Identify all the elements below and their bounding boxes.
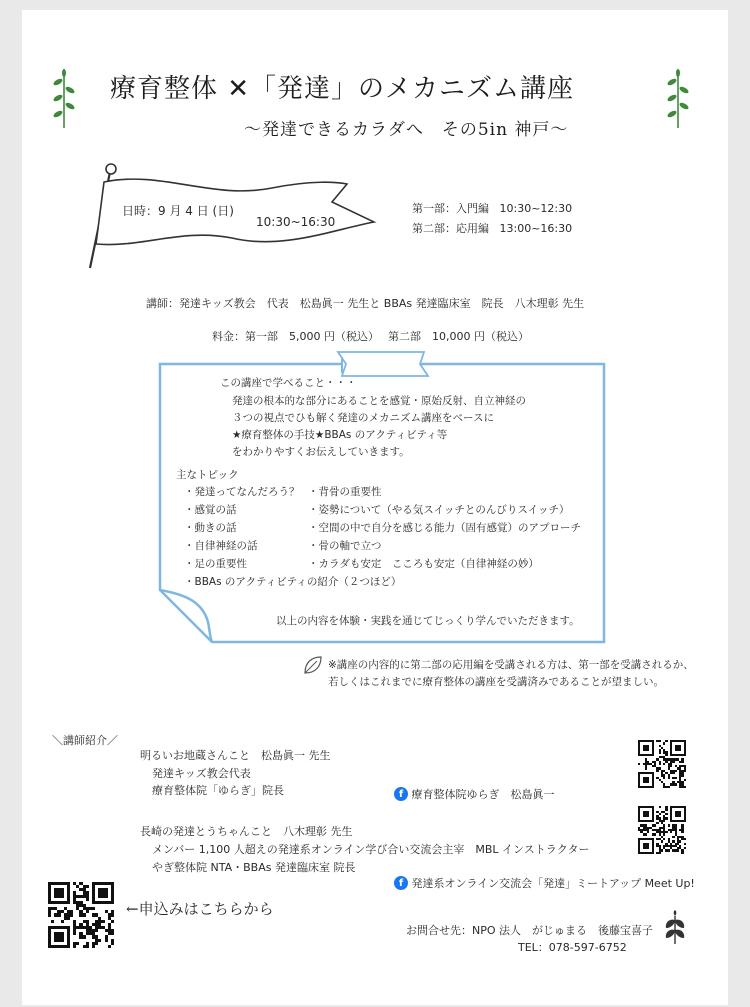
laurel-left-icon [52, 68, 76, 130]
learn-line: 発達の根本的な部分にあることを感覚・原始反射、自立神経の [232, 395, 526, 407]
topic-item: ・動きの話 [184, 522, 237, 534]
topics-closing: 以上の内容を体験・実践を通じてじっくり学んでいただきます。 [276, 615, 580, 627]
leaf-icon [302, 654, 324, 676]
session-2 [412, 220, 572, 236]
session-1-label: 第一部：入門編 [412, 202, 489, 215]
learn-line: ★療育整体の手技★BBAs のアクティビティ等 [232, 429, 448, 441]
topic-item: ・感覚の話 [184, 504, 237, 516]
facebook-icon: f [394, 787, 408, 801]
fb-link-1-label: 療育整体院ゆらぎ 松島眞一 [411, 788, 555, 801]
slash-icon: ／ [107, 734, 118, 747]
fee-line: 料金：第一部 5,000 円（税込） 第二部 10,000 円（税込） [212, 330, 529, 343]
learn-line: ３つの視点でひも解く発達のメカニズム講座をベースに [232, 412, 494, 424]
topic-item: ・発達ってなんだろう？ [184, 486, 300, 498]
apply-link[interactable]: ←申込みはこちらから [126, 900, 274, 918]
fb-link-2-label: 発達系オンライン交流会「発達」ミートアップ Meet Up! [411, 877, 695, 890]
intro-label [52, 732, 118, 748]
topic-item: ・骨の軸で立つ [308, 540, 382, 552]
event-date: 日時：9 月 4 日 (日) [122, 204, 234, 218]
learn-heading: この講座で学べること・・・ [220, 377, 357, 389]
person1-detail: 発達キッズ教会代表 [152, 767, 251, 780]
learn-line: をわかりやすくお伝えしていきます。 [232, 446, 410, 458]
topic-item: ・空間の中で自分を感じる能力（固有感覚）のアプローチ [308, 522, 581, 534]
slash-icon: ＼ [52, 734, 63, 747]
qr-code-icon[interactable] [48, 882, 114, 948]
note-line: 若しくはこれまでに療育整体の講座を受講済みであることが望ましい。 [328, 676, 664, 688]
fb-link-1[interactable] [394, 786, 555, 802]
person1-name: 明るいお地蔵さんこと 松島眞一 先生 [140, 749, 331, 762]
event-time: 10:30~16:30 [256, 215, 336, 229]
page-title: 療育整体 ✕「発達」のメカニズム講座 [110, 74, 575, 104]
plant-icon [662, 910, 688, 946]
topics-heading: 主なトピック [176, 469, 239, 481]
person2-name: 長崎の発達とうちゃんこと 八木理彰 先生 [140, 825, 353, 838]
contact-line: お問合せ先：NPO 法人 がじゅまる 後藤宝喜子 [406, 924, 654, 937]
session-2-time: 13:00~16:30 [499, 222, 573, 235]
qr-code-icon[interactable] [638, 740, 686, 788]
lecturers-line: 講師：発達キッズ教会 代表 松島眞一 先生と BBAs 発達臨床室 院長 八木理彰 先生 [146, 297, 585, 310]
topic-item: ・カラダも安定 こころも安定（自律神経の妙） [308, 558, 539, 570]
flyer-page [22, 10, 728, 1005]
qr-code-icon[interactable] [638, 806, 686, 854]
topic-item: ・BBAs のアクティビティの紹介（２つほど） [184, 576, 402, 588]
topic-item: ・姿勢について（やる気スイッチとのんびりスイッチ） [308, 504, 570, 516]
session-1-time: 10:30~12:30 [499, 202, 573, 215]
page-subtitle: 〜発達できるカラダへ その5in 神戸〜 [244, 120, 569, 140]
session-2-label: 第二部：応用編 [412, 222, 489, 235]
fb-link-2[interactable] [394, 875, 695, 891]
topic-item: ・背骨の重要性 [308, 486, 382, 498]
facebook-icon: f [394, 876, 408, 890]
person1-detail: 療育整体院「ゆらぎ」院長 [152, 784, 284, 797]
person2-detail: やぎ整体院 NTA・BBAs 発達臨床室 院長 [152, 861, 356, 874]
note-line: ※講座の内容的に第二部の応用編を受講される方は、第一部を受講されるか、 [328, 659, 694, 671]
topic-item: ・自律神経の話 [184, 540, 258, 552]
contact-tel: TEL：078-597-6752 [518, 941, 627, 954]
intro-label-text: 講師紹介 [63, 734, 107, 747]
topic-item: ・足の重要性 [184, 558, 247, 570]
session-1 [412, 200, 572, 216]
person2-detail: メンバー 1,100 人超えの発達系オンライン学び合い交流会主宰 MBL インストラクター [152, 843, 590, 856]
laurel-right-icon [666, 68, 690, 130]
